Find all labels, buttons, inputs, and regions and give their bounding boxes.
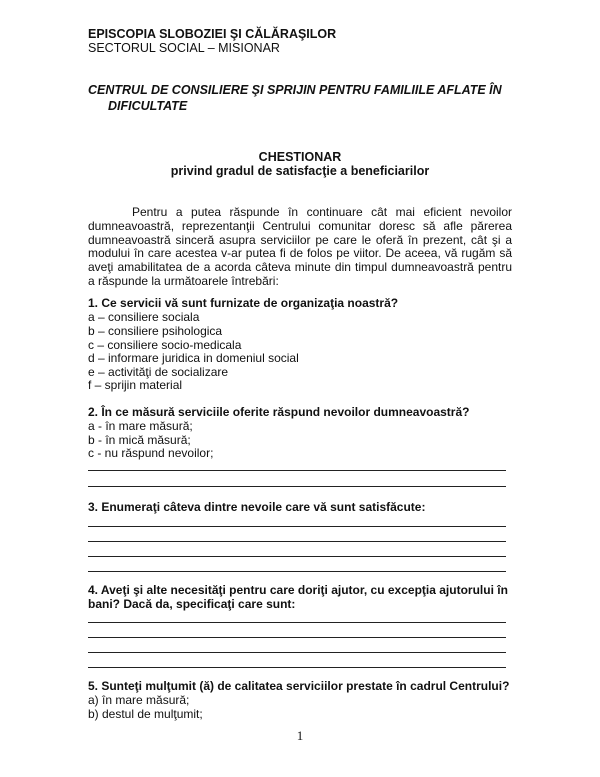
- center-title: [88, 82, 518, 114]
- q2-option-b: b - în mică măsură;: [88, 433, 191, 447]
- answer-line: [88, 470, 506, 471]
- question-4-line2: bani? Dacă da, specificaţi care sunt:: [88, 597, 296, 611]
- intro-paragraph: [88, 206, 512, 289]
- answer-line: [88, 622, 506, 623]
- center-title-line2: DIFICULTATE: [108, 99, 188, 113]
- answer-line: [88, 571, 506, 572]
- q2-option-a: a - în mare măsură;: [88, 419, 193, 433]
- question-5: 5. Sunteţi mulţumit (ă) de calitatea serviciilor prestate în cadrul Centrului?: [88, 679, 510, 693]
- q1-option-e: e – activităţi de socializare: [88, 365, 229, 379]
- q1-option-d: d – informare juridica in domeniul social: [88, 351, 299, 365]
- q1-option-b: b – consiliere psihologica: [88, 324, 223, 338]
- question-4-line1: 4. Aveţi şi alte necesităţi pentru care doriţi ajutor, cu excepţia ajutorului în: [88, 583, 508, 597]
- center-title-line1: CENTRUL DE CONSILIERE ŞI SPRIJIN PENTRU FAMILIILE AFLATE ÎN: [88, 83, 502, 97]
- question-2: 2. În ce măsură serviciile oferite răspund nevoilor dumneavoastră?: [88, 405, 470, 419]
- org-name: EPISCOPIA SLOBOZIEI ŞI CĂLĂRAŞILOR: [88, 27, 337, 41]
- q5-option-b: b) destul de mulţumit;: [88, 707, 203, 721]
- answer-line: [88, 526, 506, 527]
- page-number: 1: [296, 728, 304, 743]
- q1-option-f: f – sprijin material: [88, 378, 183, 392]
- form-title: CHESTIONAR: [258, 150, 342, 164]
- answer-line: [88, 652, 506, 653]
- answer-line: [88, 667, 506, 668]
- q1-option-a: a – consiliere sociala: [88, 310, 200, 324]
- q5-option-a: a) în mare măsură;: [88, 693, 190, 707]
- answer-line: [88, 486, 506, 487]
- sector-name: SECTORUL SOCIAL – MISIONAR: [88, 41, 280, 55]
- q2-option-c: c - nu răspund nevoilor;: [88, 446, 214, 460]
- answer-line: [88, 556, 506, 557]
- answer-line: [88, 637, 506, 638]
- question-1: 1. Ce servicii vă sunt furnizate de organizaţia noastră?: [88, 296, 399, 310]
- form-subtitle: privind gradul de satisfacţie a beneficiarilor: [170, 164, 430, 178]
- q1-option-c: c – consiliere socio-medicala: [88, 338, 242, 352]
- question-3: 3. Enumeraţi câteva dintre nevoile care vă sunt satisfăcute:: [88, 500, 426, 514]
- intro-text: Pentru a putea răspunde în continuare cât mai eficient nevoilor dumneavoastră, reprezentanţii Centrului comunitar doresc să afle părerea dumneavoastră sinceră asupra serviciilor pe care le oferă în prezent, cât şi a modului în care acestea v-ar putea fi de folos pe viitor. De aceea, vă rugăm să aveţi amabilitatea de a acorda câteva minute din timpul dumneavoastră pentru a răspunde la următoarele întrebări:: [88, 205, 512, 288]
- answer-line: [88, 541, 506, 542]
